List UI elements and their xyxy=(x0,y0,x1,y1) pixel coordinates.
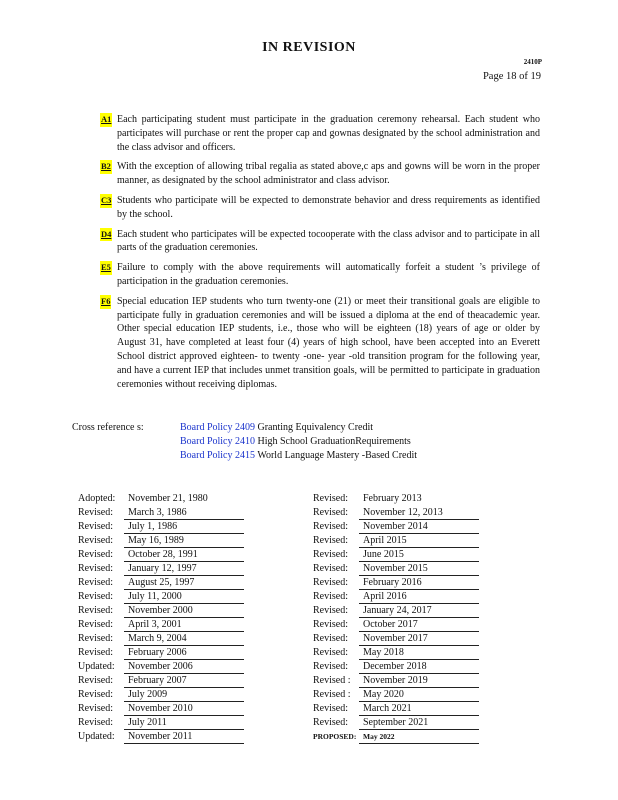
policy-link[interactable]: Board Policy 2415 xyxy=(180,450,255,461)
history-label: Revised: xyxy=(78,618,113,630)
history-label: Revised: xyxy=(313,632,348,644)
history-row xyxy=(78,562,244,576)
history-label: Revised: xyxy=(313,548,348,560)
history-row xyxy=(78,660,244,674)
policy-title: High School GraduationRequirements xyxy=(257,436,411,447)
history-label: PROPOSED: xyxy=(313,731,357,741)
history-date: May 16, 1989 xyxy=(124,534,244,548)
history-label: Revised: xyxy=(78,688,113,700)
history-label: Revised: xyxy=(313,618,348,630)
history-row xyxy=(78,646,244,660)
history-row xyxy=(313,646,479,660)
cross-reference-list xyxy=(180,421,520,463)
history-label: Revised : xyxy=(313,674,351,686)
cross-reference-item xyxy=(180,421,520,435)
history-label: Revised: xyxy=(313,520,348,532)
history-label: Revised: xyxy=(78,646,113,658)
history-row xyxy=(313,702,479,716)
history-row xyxy=(313,590,479,604)
history-row xyxy=(78,632,244,646)
history-date: March 9, 2004 xyxy=(124,632,244,646)
history-row xyxy=(78,730,244,744)
history-row xyxy=(78,618,244,632)
history-row xyxy=(78,576,244,590)
history-date: October 2017 xyxy=(359,618,479,632)
history-date: April 2015 xyxy=(359,534,479,548)
item-text: Special education IEP students who turn twenty-one (21) or meet their transitional goals are eligible to participate fully in graduation ceremonies and will be issued a diploma at the end of theacademic year. Other special education IEP students, i.e., those who will be eighteen (18) years of age or older by August 31, have completed at least four (4) years of high school, have been accepted into an Everett School district approved eighteen- to twenty -one- year -old transition program for the following year, and have a current IEP that includes unmet transition goals, will be permitted to participate in graduation ceremonies without receiving diplomas. xyxy=(117,295,540,390)
history-row xyxy=(78,604,244,618)
history-label: Revised: xyxy=(313,646,348,658)
policy-link[interactable]: Board Policy 2409 xyxy=(180,422,255,433)
history-date: June 2015 xyxy=(359,548,479,562)
history-row xyxy=(78,534,244,548)
history-date: November 2014 xyxy=(359,520,479,534)
history-label: Revised: xyxy=(313,576,348,588)
history-date: November 2017 xyxy=(359,632,479,646)
history-label: Adopted: xyxy=(78,493,116,504)
history-date: November 2011 xyxy=(124,730,244,744)
history-label: Revised: xyxy=(78,674,113,686)
history-date: November 2006 xyxy=(124,660,244,674)
history-date: November 2015 xyxy=(359,562,479,576)
cross-reference-item xyxy=(180,449,520,463)
history-label: Revised: xyxy=(313,590,348,602)
history-row xyxy=(313,674,479,688)
item-tag: A1 xyxy=(100,113,112,127)
requirement-item xyxy=(100,194,540,222)
item-text: With the exception of allowing tribal regalia as stated above,c aps and gowns will be worn in the proper manner, as designated by the school administrator and class advisor. xyxy=(117,161,540,187)
history-date: January 12, 1997 xyxy=(124,562,244,576)
history-date: April 2016 xyxy=(359,590,479,604)
history-date: December 2018 xyxy=(359,660,479,674)
item-tag: E5 xyxy=(100,261,112,275)
history-label: Revised: xyxy=(78,576,113,588)
history-row xyxy=(313,534,479,548)
cross-reference-item xyxy=(180,435,520,449)
history-label: Revised: xyxy=(313,534,348,546)
history-label: Updated: xyxy=(78,660,115,672)
history-row xyxy=(78,590,244,604)
history-row xyxy=(313,548,479,562)
history-row xyxy=(78,716,244,730)
history-row xyxy=(313,576,479,590)
history-date: May 2018 xyxy=(359,646,479,660)
history-date: November 2000 xyxy=(124,604,244,618)
history-date: February 2013 xyxy=(363,493,422,504)
history-row xyxy=(313,492,479,506)
history-label: Revised: xyxy=(78,604,113,616)
history-row xyxy=(78,688,244,702)
history-row xyxy=(313,730,479,744)
requirement-item xyxy=(100,261,540,289)
history-label: Revised: xyxy=(78,548,113,560)
history-date: August 25, 1997 xyxy=(124,576,244,590)
history-label: Revised: xyxy=(78,716,113,728)
history-row xyxy=(313,562,479,576)
history-row xyxy=(313,632,479,646)
history-date: April 3, 2001 xyxy=(124,618,244,632)
history-label: Revised: xyxy=(313,604,348,616)
requirement-item xyxy=(100,228,540,256)
history-date: July 11, 2000 xyxy=(124,590,244,604)
history-label: Revised: xyxy=(313,506,348,518)
item-tag: B2 xyxy=(100,160,112,174)
history-date: October 28, 1991 xyxy=(124,548,244,562)
history-label: Revised: xyxy=(313,716,348,728)
item-text: Failure to comply with the above requirements will automatically forfeit a student ’s privilege of participation in the graduation ceremonies. xyxy=(117,262,540,287)
history-date: July 2009 xyxy=(124,688,244,702)
policy-link[interactable]: Board Policy 2410 xyxy=(180,436,255,447)
history-label: Revised: xyxy=(78,702,113,714)
revision-history-right xyxy=(313,492,479,744)
history-label: Revised: xyxy=(78,520,113,532)
history-date: November 12, 2013 xyxy=(359,506,479,520)
history-label: Revised : xyxy=(313,688,351,700)
item-text: Each student who participates will be expected tocooperate with the class advisor and to participate in all parts of the graduation ceremonies. xyxy=(117,228,540,254)
history-date: February 2016 xyxy=(359,576,479,590)
history-row xyxy=(313,716,479,730)
history-date: February 2006 xyxy=(124,646,244,660)
item-text: Each participating student must participate in the graduation ceremony rehearsal. Each student who participates will purchase or rent the proper cap and gownas designated by the school administration and the class advisor and officers. xyxy=(117,114,540,153)
history-date: November 2010 xyxy=(124,702,244,716)
history-date: July 2011 xyxy=(124,716,244,730)
history-date: November 21, 1980 xyxy=(128,493,208,504)
history-date: March 3, 1986 xyxy=(124,506,244,520)
history-label: Revised: xyxy=(78,506,113,518)
history-date: February 2007 xyxy=(124,674,244,688)
history-row xyxy=(78,548,244,562)
history-label: Revised: xyxy=(78,632,113,644)
history-row xyxy=(78,520,244,534)
page-title: IN REVISION xyxy=(262,40,356,55)
history-row xyxy=(78,492,244,506)
history-label: Revised: xyxy=(78,562,113,574)
requirement-item xyxy=(100,113,540,154)
history-row xyxy=(313,506,479,520)
policy-code: 2410P xyxy=(523,58,542,66)
history-date: September 2021 xyxy=(359,716,479,730)
history-date: May 2020 xyxy=(359,688,479,702)
history-date: January 24, 2017 xyxy=(359,604,479,618)
history-label: Revised: xyxy=(78,534,113,546)
cross-reference-label: Cross reference s: xyxy=(72,422,144,433)
history-row xyxy=(78,702,244,716)
history-label: Revised: xyxy=(313,660,348,672)
history-date: July 1, 1986 xyxy=(124,520,244,534)
history-row xyxy=(313,688,479,702)
item-tag: F6 xyxy=(100,295,111,309)
revision-history-left xyxy=(78,492,244,744)
history-date: March 2021 xyxy=(359,702,479,716)
history-row xyxy=(313,520,479,534)
item-tag: C3 xyxy=(100,194,112,208)
history-label: Revised: xyxy=(78,590,113,602)
requirement-item xyxy=(100,295,540,392)
history-date: May 2022 xyxy=(359,730,479,744)
item-text: Students who participate will be expected to demonstrate behavior and dress requirements as identified by the school. xyxy=(117,194,540,220)
history-row xyxy=(313,660,479,674)
history-date: November 2019 xyxy=(359,674,479,688)
history-row xyxy=(313,604,479,618)
page-number: Page 18 of 19 xyxy=(482,71,541,82)
history-row xyxy=(78,506,244,520)
policy-title: Granting Equivalency Credit xyxy=(257,422,374,433)
history-row xyxy=(313,618,479,632)
history-label: Updated: xyxy=(78,730,115,742)
history-label: Revised: xyxy=(313,702,348,714)
requirement-item xyxy=(100,160,540,188)
history-label: Revised: xyxy=(313,562,348,574)
item-tag: D4 xyxy=(100,228,112,242)
requirements-list xyxy=(100,113,540,397)
policy-title: World Language Mastery -Based Credit xyxy=(257,450,418,461)
history-row xyxy=(78,674,244,688)
history-label: Revised: xyxy=(313,493,348,504)
